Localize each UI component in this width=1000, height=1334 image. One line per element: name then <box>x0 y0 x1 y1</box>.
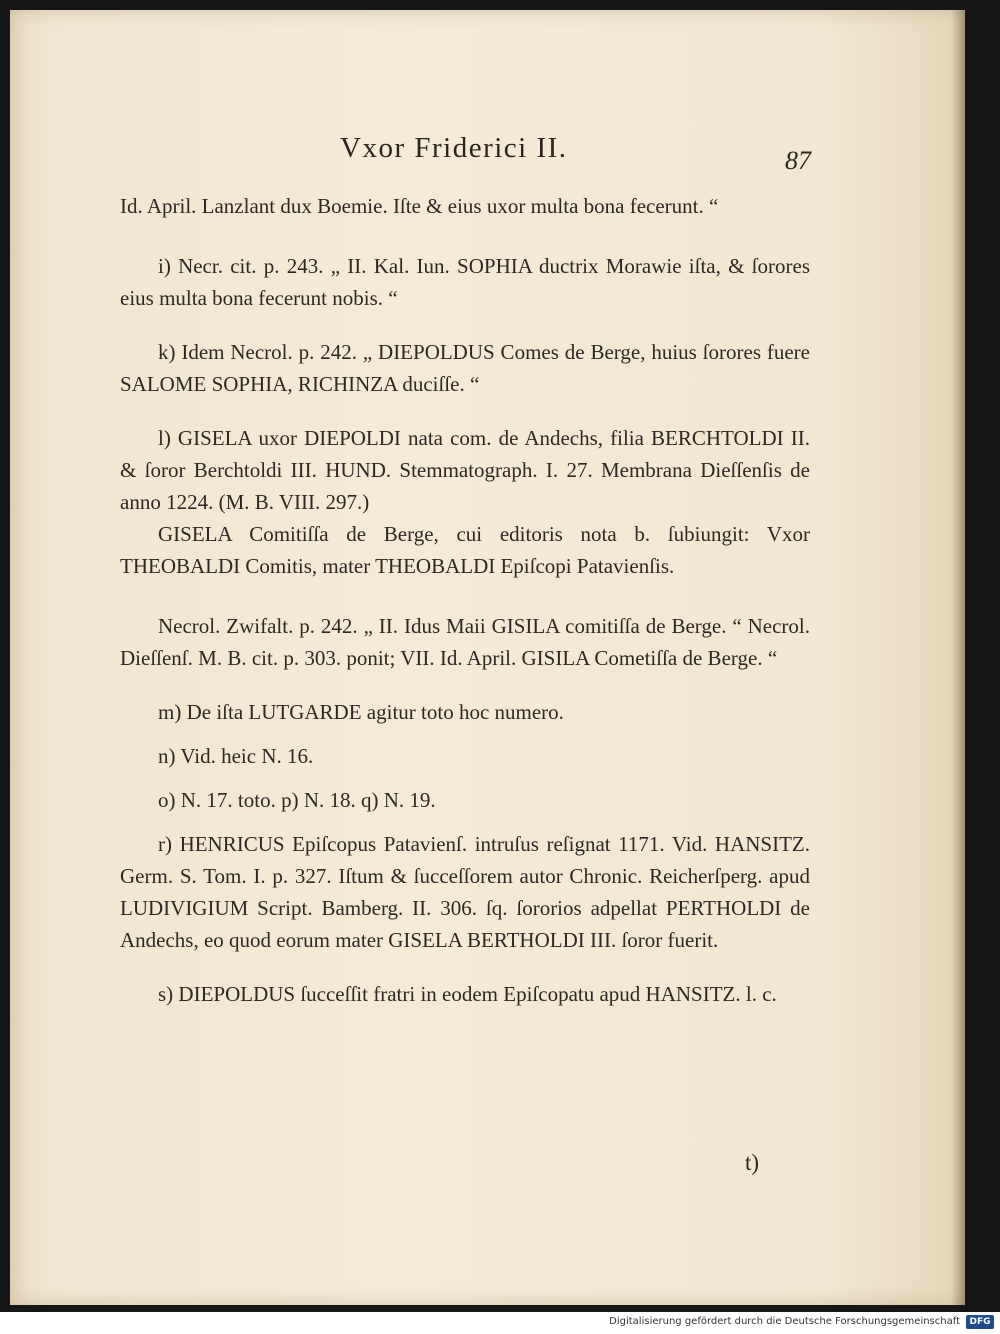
footnote-k: k) Idem Necrol. p. 242. „ DIEPOLDUS Comes de Berge, huius ſorores fuere SALOME SOPHIA, RICHINZA duciſſe. “ <box>120 340 810 396</box>
book-page <box>10 10 965 1305</box>
footnote-continuation: Id. April. Lanzlant dux Boemie. Iſte & eius uxor multa bona fecerunt. “ <box>120 194 719 218</box>
footnote-s: s) DIEPOLDUS ſucceſſit fratri in eodem Epiſcopatu apud HANSITZ. l. c. <box>158 982 777 1006</box>
catchword: t) <box>745 1150 760 1175</box>
footnote-l-paragraph-2: GISELA Comitiſſa de Berge, cui editoris nota b. ſubiungit: Vxor THEOBALDI Comitis, mater THEOBALDI Epiſcopi Patavienſis. <box>120 522 810 578</box>
footnote-l: l) GISELA uxor DIEPOLDI nata com. de Andechs, filia BERCHTOLDI II. & ſoror Berchtoldi III. HUND. Stemmatograph. I. 27. Membrana Dieſſenſis de anno 1224. (M. B. VIII. 297.) <box>120 426 810 514</box>
funding-credit: Digitalisierung gefördert durch die Deutsche Forschungsgemeinschaft <box>609 1316 960 1327</box>
page-number: 87 <box>785 146 811 175</box>
digitization-footer <box>0 1312 1000 1334</box>
footnote-m: m) De iſta LUTGARDE agitur toto hoc numero. <box>158 700 564 724</box>
page-header <box>10 132 965 175</box>
page-spine-shadow <box>951 10 965 1305</box>
footnote-n: n) Vid. heic N. 16. <box>158 744 314 768</box>
running-head: Vxor Friderici II. <box>340 132 568 164</box>
footnote-i: i) Necr. cit. p. 243. „ II. Kal. Iun. SOPHIA ductrix Morawie iſta, & ſorores eius multa bona fecerunt nobis. “ <box>120 254 810 310</box>
dfg-logo-icon: DFG <box>966 1315 994 1329</box>
footnote-l-paragraph-3: Necrol. Zwifalt. p. 242. „ II. Idus Maii GISILA comitiſſa de Berge. “ Necrol. Dieſſenſ. M. B. cit. p. 303. ponit; VII. Id. April. GISILA Cometiſſa de Berge. “ <box>120 614 810 670</box>
footnotes-body <box>120 190 810 1010</box>
footnote-o-p-q: o) N. 17. toto. p) N. 18. q) N. 19. <box>158 788 436 812</box>
footnote-r: r) HENRICUS Epiſcopus Patavienſ. intruſus reſignat 1171. Vid. HANSITZ. Germ. S. Tom. I. p. 327. Iſtum & ſucceſſorem autor Chronic. Reicherſperg. apud LUDIVIGIUM Script. Bamberg. II. 306. ſq. ſororios adpellat PERTHOLDI de Andechs, eo quod eorum mater GISELA BERTHOLDI III. ſoror fuerit. <box>120 832 810 952</box>
